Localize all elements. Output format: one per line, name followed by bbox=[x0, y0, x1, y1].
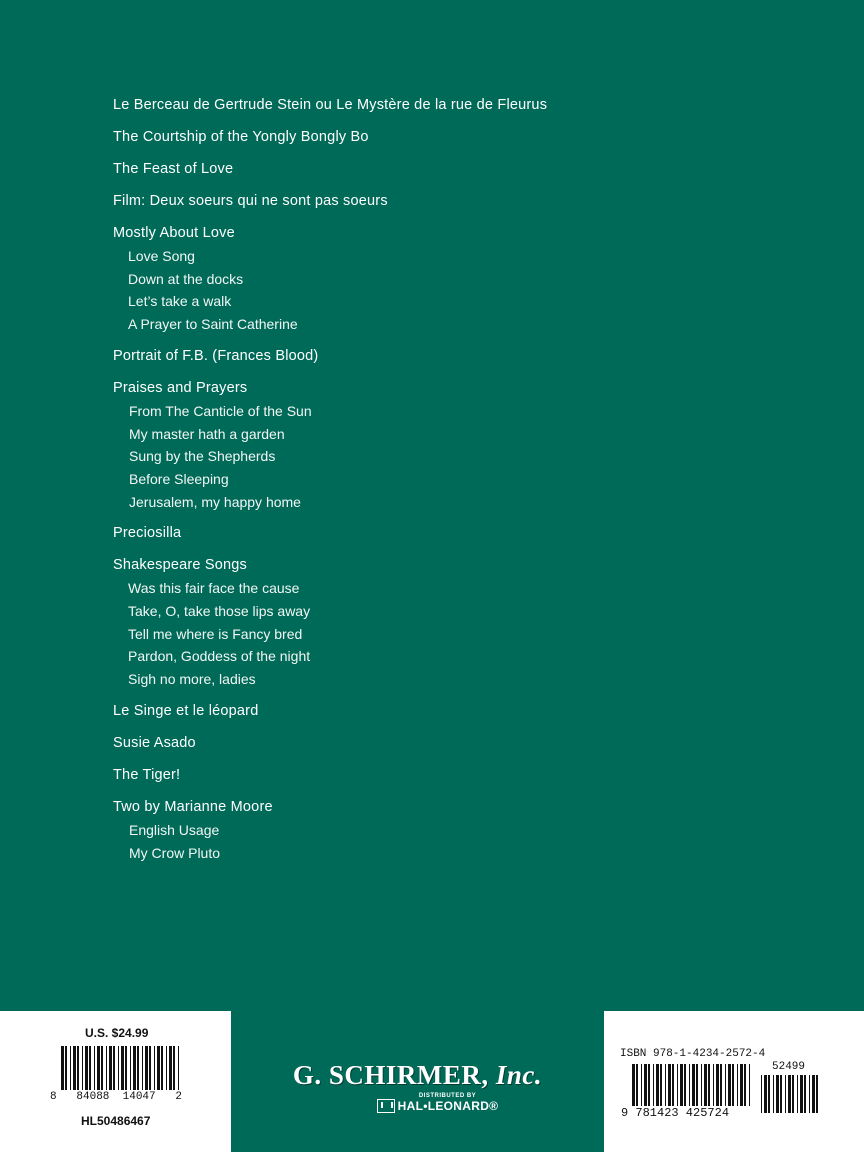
barcode-bar bbox=[812, 1075, 815, 1113]
isbn-digits: 9 781423 425724 bbox=[621, 1106, 730, 1120]
toc-subtitle: Jerusalem, my happy home bbox=[129, 493, 301, 510]
barcode-bar bbox=[761, 1075, 762, 1113]
barcode-bar bbox=[773, 1075, 774, 1113]
barcode-bar bbox=[77, 1046, 79, 1090]
toc-entry bbox=[113, 522, 733, 545]
barcode-bar bbox=[660, 1064, 662, 1106]
toc-subtitle: English Usage bbox=[129, 821, 220, 838]
publisher-name-main: G. SCHIRMER, bbox=[292, 1060, 489, 1090]
barcode-bar bbox=[94, 1046, 95, 1090]
barcode-bar bbox=[161, 1046, 163, 1090]
toc-subtitle: Before Sleeping bbox=[129, 470, 229, 487]
toc-subtitle: Take, O, take those lips away bbox=[128, 603, 311, 620]
isbn-label bbox=[604, 1011, 864, 1152]
barcode-bar bbox=[816, 1075, 818, 1113]
barcode-bar bbox=[684, 1064, 686, 1106]
toc-subtitle: Down at the docks bbox=[128, 270, 244, 287]
barcode-bar bbox=[804, 1075, 806, 1113]
hal-leonard-icon bbox=[377, 1099, 395, 1113]
isbn-barcode bbox=[632, 1064, 757, 1108]
barcode-bar bbox=[716, 1064, 719, 1106]
barcode-bar bbox=[728, 1064, 731, 1106]
toc-entry bbox=[113, 94, 733, 117]
barcode-bar bbox=[109, 1046, 112, 1090]
barcode-bar bbox=[648, 1064, 650, 1106]
upc-barcode bbox=[61, 1046, 181, 1090]
toc-title: The Tiger! bbox=[113, 766, 181, 783]
distributor-name: HAL•LEONARD® bbox=[397, 1099, 499, 1113]
distributor-logo bbox=[377, 1099, 499, 1113]
toc-title: The Courtship of the Yongly Bongly Bo bbox=[113, 129, 369, 145]
toc-entry bbox=[113, 554, 733, 691]
barcode-bar bbox=[725, 1064, 726, 1106]
barcode-bar bbox=[708, 1064, 710, 1106]
distributed-by-label: DISTRIBUTED BY bbox=[418, 1093, 477, 1099]
barcode-bar bbox=[97, 1046, 100, 1090]
price-addon-digits: 52499 bbox=[772, 1061, 806, 1073]
toc-entry bbox=[113, 796, 733, 864]
toc-title: Le Singe et le léopard bbox=[113, 702, 259, 719]
toc-subtitle: Let’s take a walk bbox=[128, 293, 232, 310]
toc-subtitle: A Prayer to Saint Catherine bbox=[128, 316, 298, 333]
barcode-bar bbox=[118, 1046, 119, 1090]
toc-title: Susie Asado bbox=[113, 734, 196, 751]
barcode-bar bbox=[704, 1064, 707, 1106]
toc-entry bbox=[113, 345, 733, 368]
barcode-bar bbox=[70, 1046, 71, 1090]
barcode-bar bbox=[701, 1064, 702, 1106]
barcode-bar bbox=[740, 1064, 743, 1106]
barcode-bar bbox=[169, 1046, 172, 1090]
toc-entry bbox=[113, 700, 733, 723]
barcode-bar bbox=[73, 1046, 76, 1090]
barcode-bar bbox=[668, 1064, 671, 1106]
barcode-bar bbox=[101, 1046, 103, 1090]
toc-entry bbox=[113, 158, 733, 181]
toc-title: Two by Marianne Moore bbox=[113, 798, 273, 815]
toc-title: Mostly About Love bbox=[113, 225, 235, 241]
barcode-bar bbox=[737, 1064, 738, 1106]
toc-title: Le Berceau de Gertrude Stein ou Le Mystère de la rue de Fleurus bbox=[113, 97, 548, 113]
barcode-bar bbox=[713, 1064, 714, 1106]
barcode-bar bbox=[732, 1064, 734, 1106]
isbn-text: ISBN 978-1-4234-2572-4 bbox=[620, 1048, 766, 1060]
toc-subtitle: Love Song bbox=[128, 248, 195, 264]
toc-entry bbox=[113, 764, 733, 787]
toc-title: Film: Deux soeurs qui ne sont pas soeurs bbox=[113, 193, 388, 209]
barcode-bar bbox=[641, 1064, 642, 1106]
barcode-bar bbox=[749, 1064, 750, 1106]
toc-entry bbox=[113, 190, 733, 213]
item-code: HL50486467 bbox=[81, 1114, 151, 1128]
barcode-bar bbox=[720, 1064, 722, 1106]
barcode-bar bbox=[149, 1046, 151, 1090]
barcode-bar bbox=[82, 1046, 83, 1090]
barcode-bar bbox=[113, 1046, 115, 1090]
toc-subtitle: Sigh no more, ladies bbox=[128, 671, 256, 688]
barcode-bar bbox=[89, 1046, 91, 1090]
barcode-bar bbox=[776, 1075, 779, 1113]
toc-subtitle: My master hath a garden bbox=[129, 425, 285, 442]
barcode-bar bbox=[665, 1064, 666, 1106]
barcode-bar bbox=[744, 1064, 746, 1106]
toc-subtitle: From The Canticle of the Sun bbox=[129, 402, 312, 419]
publisher-name-inc: Inc. bbox=[495, 1060, 543, 1090]
toc-title: The Feast of Love bbox=[113, 161, 234, 177]
price-label bbox=[0, 1011, 231, 1152]
barcode-bar bbox=[644, 1064, 647, 1106]
barcode-bar bbox=[145, 1046, 148, 1090]
barcode-bar bbox=[780, 1075, 782, 1113]
publisher-logo bbox=[231, 1060, 604, 1118]
toc-entry bbox=[113, 222, 733, 336]
barcode-bar bbox=[672, 1064, 674, 1106]
barcode-bar bbox=[85, 1046, 88, 1090]
publisher-name bbox=[231, 1060, 604, 1091]
barcode-bar bbox=[792, 1075, 794, 1113]
toc-subtitle: My Crow Pluto bbox=[129, 844, 221, 861]
barcode-bar bbox=[653, 1064, 654, 1106]
barcode-bar bbox=[636, 1064, 638, 1106]
barcode-bar bbox=[142, 1046, 143, 1090]
price-addon-barcode bbox=[761, 1075, 821, 1113]
barcode-bar bbox=[157, 1046, 160, 1090]
barcode-bar bbox=[133, 1046, 136, 1090]
barcode-bar bbox=[689, 1064, 690, 1106]
barcode-bar bbox=[121, 1046, 124, 1090]
barcode-bar bbox=[154, 1046, 155, 1090]
barcode-bar bbox=[797, 1075, 798, 1113]
barcode-bar bbox=[130, 1046, 131, 1090]
toc-entry bbox=[113, 126, 733, 149]
toc-entry bbox=[113, 377, 733, 514]
barcode-bar bbox=[656, 1064, 659, 1106]
barcode-bar bbox=[680, 1064, 683, 1106]
barcode-bar bbox=[178, 1046, 179, 1090]
toc-subtitle: Pardon, Goddess of the night bbox=[128, 648, 311, 665]
barcode-bar bbox=[106, 1046, 107, 1090]
barcode-bar bbox=[788, 1075, 791, 1113]
toc-subtitle: Tell me where is Fancy bred bbox=[128, 625, 303, 642]
barcode-bar bbox=[768, 1075, 770, 1113]
barcode-bar bbox=[764, 1075, 767, 1113]
table-of-contents bbox=[113, 94, 733, 873]
barcode-bar bbox=[125, 1046, 127, 1090]
toc-subtitle: Sung by the Shepherds bbox=[129, 448, 276, 465]
barcode-bar bbox=[65, 1046, 67, 1090]
barcode-bar bbox=[677, 1064, 678, 1106]
toc-title: Preciosilla bbox=[113, 525, 182, 542]
toc-subtitle: Was this fair face the cause bbox=[128, 580, 300, 597]
price: U.S. $24.99 bbox=[85, 1026, 149, 1040]
barcode-bar bbox=[61, 1046, 64, 1090]
toc-entry bbox=[113, 732, 733, 755]
barcode-bar bbox=[137, 1046, 139, 1090]
upc-digits: 8 84088 14047 2 bbox=[50, 1091, 183, 1103]
toc-title: Praises and Prayers bbox=[113, 379, 248, 396]
barcode-bar bbox=[173, 1046, 175, 1090]
barcode-bar bbox=[800, 1075, 803, 1113]
barcode-bar bbox=[632, 1064, 635, 1106]
barcode-bar bbox=[166, 1046, 167, 1090]
barcode-bar bbox=[696, 1064, 698, 1106]
toc-title: Portrait of F.B. (Frances Blood) bbox=[113, 347, 319, 364]
barcode-bar bbox=[692, 1064, 695, 1106]
barcode-bar bbox=[785, 1075, 786, 1113]
barcode-bar bbox=[809, 1075, 810, 1113]
toc-title: Shakespeare Songs bbox=[113, 557, 247, 574]
